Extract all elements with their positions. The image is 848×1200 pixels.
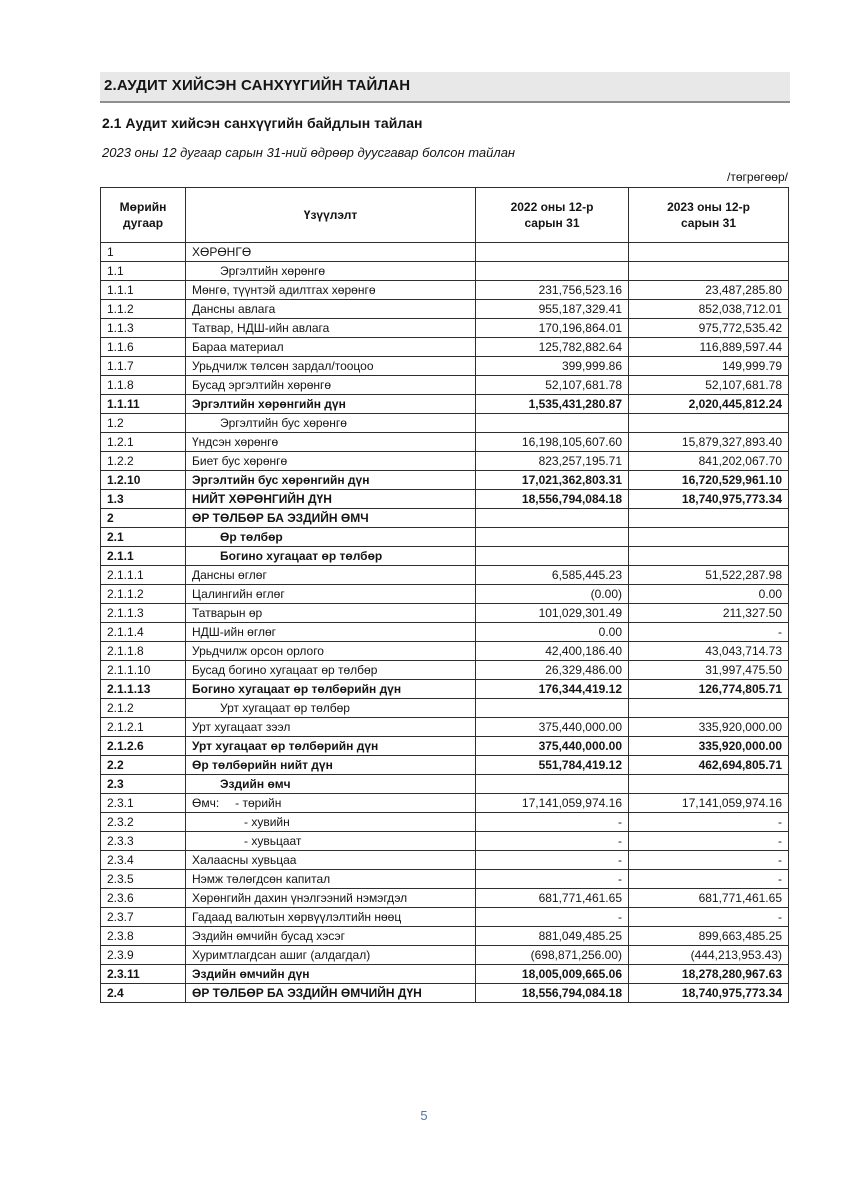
value-2022-cell <box>476 414 629 433</box>
value-2023-cell <box>629 699 789 718</box>
indicator-cell <box>186 414 476 433</box>
row-number-cell: 2.3.3 <box>101 832 186 851</box>
indicator-label: Дансны өглөг <box>192 568 267 582</box>
table-body <box>101 243 789 1003</box>
value-2022-cell: 1,535,431,280.87 <box>476 395 629 414</box>
indicator-cell <box>186 395 476 414</box>
row-number-cell: 2.1.1 <box>101 547 186 566</box>
table-row <box>101 851 789 870</box>
table-row <box>101 813 789 832</box>
indicator-cell <box>186 851 476 870</box>
indicator-cell <box>186 889 476 908</box>
table-row <box>101 243 789 262</box>
value-2023-cell: 2,020,445,812.24 <box>629 395 789 414</box>
value-2022-cell: (698,871,256.00) <box>476 946 629 965</box>
indicator-label: Хөрөнгийн дахин үнэлгээний нэмэгдэл <box>192 891 408 905</box>
indicator-cell <box>186 870 476 889</box>
value-2023-cell: 335,920,000.00 <box>629 718 789 737</box>
row-number-cell: 2.3.6 <box>101 889 186 908</box>
table-row <box>101 490 789 509</box>
indicator-label: Нэмж төлөгдсөн капитал <box>192 872 331 886</box>
indicator-cell <box>186 509 476 528</box>
table-row <box>101 528 789 547</box>
indicator-label: Үндсэн хөрөнгө <box>192 435 279 449</box>
row-number-cell: 1.1.11 <box>101 395 186 414</box>
value-2022-cell: 16,198,105,607.60 <box>476 433 629 452</box>
indicator-cell <box>186 357 476 376</box>
table-row <box>101 604 789 623</box>
table-row <box>101 718 789 737</box>
indicator-label: Татварын өр <box>192 606 263 620</box>
indicator-label: Эздийн өмч <box>220 777 291 791</box>
row-number-cell: 2.1.2.1 <box>101 718 186 737</box>
table-row <box>101 585 789 604</box>
value-2022-cell: 17,141,059,974.16 <box>476 794 629 813</box>
value-2022-cell <box>476 699 629 718</box>
value-2023-cell: 23,487,285.80 <box>629 281 789 300</box>
table-row <box>101 984 789 1003</box>
table-row <box>101 699 789 718</box>
value-2023-cell <box>629 547 789 566</box>
table-row <box>101 376 789 395</box>
value-2022-cell: 399,999.86 <box>476 357 629 376</box>
indicator-cell <box>186 585 476 604</box>
value-2022-cell: 170,196,864.01 <box>476 319 629 338</box>
value-2022-cell: (0.00) <box>476 585 629 604</box>
row-number-cell: 2.3.2 <box>101 813 186 832</box>
value-2022-cell: 18,556,794,084.18 <box>476 984 629 1003</box>
value-2023-cell: (444,213,953.43) <box>629 946 789 965</box>
value-2023-cell: 126,774,805.71 <box>629 680 789 699</box>
row-number-cell: 1.2.10 <box>101 471 186 490</box>
document-content <box>100 72 790 1003</box>
indicator-label: Бусад богино хугацаат өр төлбөр <box>192 663 378 677</box>
table-row <box>101 946 789 965</box>
row-number-cell: 1.1.1 <box>101 281 186 300</box>
table-row <box>101 566 789 585</box>
header-2023: 2023 оны 12-р сарын 31 <box>629 188 789 243</box>
indicator-label: Бусад эргэлтийн хөрөнгө <box>192 378 332 392</box>
value-2023-cell: 899,663,485.25 <box>629 927 789 946</box>
indicator-label: Дансны авлага <box>192 302 276 316</box>
indicator-label: ХӨРӨНГӨ <box>192 245 252 259</box>
table-row <box>101 319 789 338</box>
value-2022-cell: 52,107,681.78 <box>476 376 629 395</box>
indicator-label: Эргэлтийн хөрөнгө <box>220 264 326 278</box>
table-row <box>101 775 789 794</box>
indicator-cell <box>186 927 476 946</box>
indicator-cell <box>186 547 476 566</box>
row-number-cell: 1.2 <box>101 414 186 433</box>
indicator-cell <box>186 376 476 395</box>
indicator-cell <box>186 699 476 718</box>
header-row-number: Мөрийн дугаар <box>101 188 186 243</box>
value-2023-cell: 18,278,280,967.63 <box>629 965 789 984</box>
value-2022-cell: - <box>476 870 629 889</box>
indicator-label: - хувийн <box>244 815 290 829</box>
table-row <box>101 452 789 471</box>
indicator-cell <box>186 642 476 661</box>
indicator-cell <box>186 300 476 319</box>
table-row <box>101 756 789 775</box>
indicator-cell <box>186 490 476 509</box>
indicator-cell <box>186 794 476 813</box>
value-2023-cell: 52,107,681.78 <box>629 376 789 395</box>
indicator-cell <box>186 832 476 851</box>
value-2022-cell: 42,400,186.40 <box>476 642 629 661</box>
table-row <box>101 471 789 490</box>
indicator-label: ӨР ТӨЛБӨР БА ЭЗДИЙН ӨМЧ <box>192 511 369 525</box>
indicator-cell <box>186 319 476 338</box>
table-row <box>101 547 789 566</box>
table-row <box>101 889 789 908</box>
indicator-label: Урт хугацаат өр төлбөрийн дүн <box>192 739 379 753</box>
indicator-cell <box>186 566 476 585</box>
value-2022-cell: 551,784,419.12 <box>476 756 629 775</box>
indicator-cell <box>186 661 476 680</box>
indicator-cell <box>186 756 476 775</box>
row-number-cell: 2 <box>101 509 186 528</box>
table-row <box>101 832 789 851</box>
indicator-cell <box>186 262 476 281</box>
indicator-label: Бараа материал <box>192 340 284 354</box>
table-row <box>101 338 789 357</box>
value-2022-cell: 955,187,329.41 <box>476 300 629 319</box>
value-2023-cell: - <box>629 813 789 832</box>
row-number-cell: 2.4 <box>101 984 186 1003</box>
value-2023-cell: 51,522,287.98 <box>629 566 789 585</box>
indicator-label: Өр төлбөр <box>220 530 283 544</box>
value-2023-cell: - <box>629 851 789 870</box>
value-2023-cell <box>629 243 789 262</box>
value-2022-cell: 17,021,362,803.31 <box>476 471 629 490</box>
row-number-cell: 2.1.2.6 <box>101 737 186 756</box>
indicator-cell <box>186 680 476 699</box>
indicator-label: Эргэлтийн бус хөрөнгийн дүн <box>192 473 370 487</box>
row-number-cell: 2.3.5 <box>101 870 186 889</box>
currency-note: /төгрөгөөр/ <box>727 170 788 184</box>
value-2023-cell: 16,720,529,961.10 <box>629 471 789 490</box>
table-row <box>101 623 789 642</box>
value-2022-cell <box>476 775 629 794</box>
subsection-title: 2.1 Аудит хийсэн санхүүгийн байдлын тайлан <box>102 115 423 131</box>
indicator-label: Богино хугацаат өр төлбөр <box>220 549 383 563</box>
value-2023-cell: 31,997,475.50 <box>629 661 789 680</box>
table-row <box>101 395 789 414</box>
indicator-label: Өмч: <box>192 796 220 810</box>
indicator-label: Эргэлтийн бус хөрөнгө <box>220 416 347 430</box>
value-2023-cell: 211,327.50 <box>629 604 789 623</box>
value-2022-cell: - <box>476 851 629 870</box>
indicator-label: Урьдчилж төлсөн зардал/тооцоо <box>192 359 374 373</box>
value-2023-cell: 149,999.79 <box>629 357 789 376</box>
row-number-cell: 2.3.7 <box>101 908 186 927</box>
value-2022-cell: 101,029,301.49 <box>476 604 629 623</box>
indicator-cell <box>186 338 476 357</box>
row-number-cell: 2.1.1.13 <box>101 680 186 699</box>
value-2023-cell: - <box>629 623 789 642</box>
row-number-cell: 2.3.1 <box>101 794 186 813</box>
table-row <box>101 414 789 433</box>
indicator-sublabel: - төрийн <box>235 796 282 810</box>
row-number-cell: 1.2.2 <box>101 452 186 471</box>
header-2022: 2022 оны 12-р сарын 31 <box>476 188 629 243</box>
value-2023-cell <box>629 262 789 281</box>
row-number-cell: 2.3 <box>101 775 186 794</box>
indicator-label: Эздийн өмчийн дүн <box>192 967 310 981</box>
indicator-cell <box>186 471 476 490</box>
indicator-cell <box>186 718 476 737</box>
value-2023-cell: 335,920,000.00 <box>629 737 789 756</box>
indicator-cell <box>186 243 476 262</box>
value-2022-cell: 231,756,523.16 <box>476 281 629 300</box>
value-2022-cell <box>476 243 629 262</box>
indicator-cell <box>186 737 476 756</box>
value-2022-cell: - <box>476 832 629 851</box>
value-2023-cell: 18,740,975,773.34 <box>629 984 789 1003</box>
row-number-cell: 2.1.1.8 <box>101 642 186 661</box>
value-2023-cell: 975,772,535.42 <box>629 319 789 338</box>
row-number-cell: 1.2.1 <box>101 433 186 452</box>
value-2022-cell: 0.00 <box>476 623 629 642</box>
value-2022-cell: - <box>476 908 629 927</box>
indicator-label: Урт хугацаат өр төлбөр <box>220 701 350 715</box>
table-row <box>101 357 789 376</box>
indicator-label: ӨР ТӨЛБӨР БА ЭЗДИЙН ӨМЧИЙН ДҮН <box>192 986 422 1000</box>
table-row <box>101 794 789 813</box>
value-2023-cell: 116,889,597.44 <box>629 338 789 357</box>
table-row <box>101 737 789 756</box>
indicator-cell <box>186 946 476 965</box>
table-row <box>101 433 789 452</box>
table-row <box>101 908 789 927</box>
indicator-label: Эргэлтийн хөрөнгийн дүн <box>192 397 346 411</box>
table-header-row <box>101 188 789 243</box>
row-number-cell: 2.1.1.4 <box>101 623 186 642</box>
row-number-cell: 2.2 <box>101 756 186 775</box>
value-2022-cell: 26,329,486.00 <box>476 661 629 680</box>
page-number: 5 <box>420 1108 428 1123</box>
row-number-cell: 2.1.1.2 <box>101 585 186 604</box>
row-number-cell: 1.3 <box>101 490 186 509</box>
row-number-cell: 1.1.2 <box>101 300 186 319</box>
indicator-cell <box>186 984 476 1003</box>
value-2023-cell: 852,038,712.01 <box>629 300 789 319</box>
table-row <box>101 281 789 300</box>
row-number-cell: 2.1.2 <box>101 699 186 718</box>
indicator-cell <box>186 452 476 471</box>
indicator-cell <box>186 433 476 452</box>
row-number-cell: 1.1.7 <box>101 357 186 376</box>
financial-statement-table <box>100 187 789 1003</box>
table-row <box>101 300 789 319</box>
table-row <box>101 509 789 528</box>
value-2023-cell: 462,694,805.71 <box>629 756 789 775</box>
indicator-cell <box>186 813 476 832</box>
value-2023-cell: 18,740,975,773.34 <box>629 490 789 509</box>
indicator-cell <box>186 623 476 642</box>
value-2022-cell <box>476 509 629 528</box>
row-number-cell: 2.3.4 <box>101 851 186 870</box>
indicator-label: Биет бус хөрөнгө <box>192 454 288 468</box>
indicator-label: Хуримтлагдсан ашиг (алдагдал) <box>192 948 371 962</box>
value-2022-cell: 6,585,445.23 <box>476 566 629 585</box>
row-number-cell: 1.1 <box>101 262 186 281</box>
value-2023-cell: - <box>629 832 789 851</box>
indicator-label: НДШ-ийн өглөг <box>192 625 276 639</box>
indicator-label: Урт хугацаат зээл <box>192 720 291 734</box>
value-2023-cell: 17,141,059,974.16 <box>629 794 789 813</box>
value-2023-cell: 841,202,067.70 <box>629 452 789 471</box>
value-2022-cell: 18,556,794,084.18 <box>476 490 629 509</box>
value-2022-cell: 18,005,009,665.06 <box>476 965 629 984</box>
row-number-cell: 2.3.9 <box>101 946 186 965</box>
table-row <box>101 661 789 680</box>
value-2023-cell: 15,879,327,893.40 <box>629 433 789 452</box>
indicator-label: Гадаад валютын хөрвүүлэлтийн нөөц <box>192 910 402 924</box>
indicator-cell <box>186 528 476 547</box>
value-2022-cell: 176,344,419.12 <box>476 680 629 699</box>
value-2022-cell <box>476 262 629 281</box>
indicator-label: Мөнгө, түүнтэй адилтгах хөрөнгө <box>192 283 376 297</box>
value-2023-cell <box>629 414 789 433</box>
value-2022-cell: 881,049,485.25 <box>476 927 629 946</box>
indicator-label: Өр төлбөрийн нийт дүн <box>192 758 333 772</box>
table-row <box>101 680 789 699</box>
value-2022-cell: 375,440,000.00 <box>476 737 629 756</box>
value-2022-cell: 125,782,882.64 <box>476 338 629 357</box>
value-2023-cell: - <box>629 870 789 889</box>
value-2022-cell: 681,771,461.65 <box>476 889 629 908</box>
value-2023-cell: - <box>629 908 789 927</box>
table-row <box>101 262 789 281</box>
table-row <box>101 870 789 889</box>
indicator-cell <box>186 965 476 984</box>
value-2023-cell <box>629 775 789 794</box>
row-number-cell: 2.1.1.1 <box>101 566 186 585</box>
indicator-label: НИЙТ ХӨРӨНГИЙН ДҮН <box>192 492 332 506</box>
indicator-cell <box>186 908 476 927</box>
value-2022-cell: 823,257,195.71 <box>476 452 629 471</box>
indicator-cell <box>186 604 476 623</box>
indicator-cell <box>186 281 476 300</box>
value-2023-cell <box>629 528 789 547</box>
table-row <box>101 965 789 984</box>
row-number-cell: 2.1.1.10 <box>101 661 186 680</box>
value-2023-cell: 0.00 <box>629 585 789 604</box>
row-number-cell: 2.1.1.3 <box>101 604 186 623</box>
table-row <box>101 642 789 661</box>
table-row <box>101 927 789 946</box>
period-note: 2023 оны 12 дугаар сарын 31-ний өдрөөр дуусгавар болсон тайлан <box>102 145 516 160</box>
indicator-cell <box>186 775 476 794</box>
row-number-cell: 2.1 <box>101 528 186 547</box>
row-number-cell: 1 <box>101 243 186 262</box>
header-indicator: Үзүүлэлт <box>186 188 476 243</box>
value-2023-cell <box>629 509 789 528</box>
indicator-label: Богино хугацаат өр төлбөрийн дүн <box>192 682 402 696</box>
value-2022-cell <box>476 528 629 547</box>
indicator-label: Урьдчилж орсон орлого <box>192 644 324 658</box>
row-number-cell: 1.1.3 <box>101 319 186 338</box>
value-2023-cell: 43,043,714.73 <box>629 642 789 661</box>
indicator-label: Татвар, НДШ-ийн авлага <box>192 321 330 335</box>
value-2023-cell: 681,771,461.65 <box>629 889 789 908</box>
row-number-cell: 2.3.8 <box>101 927 186 946</box>
row-number-cell: 1.1.8 <box>101 376 186 395</box>
indicator-label: Цалингийн өглөг <box>192 587 285 601</box>
value-2022-cell: - <box>476 813 629 832</box>
indicator-label: Эздийн өмчийн бусад хэсэг <box>192 929 346 943</box>
indicator-label: - хувьцаат <box>244 834 302 848</box>
section-title: 2.АУДИТ ХИЙСЭН САНХҮҮГИЙН ТАЙЛАН <box>100 72 790 103</box>
value-2022-cell <box>476 547 629 566</box>
row-number-cell: 1.1.6 <box>101 338 186 357</box>
indicator-label: Халаасны хувьцаа <box>192 853 297 867</box>
value-2022-cell: 375,440,000.00 <box>476 718 629 737</box>
row-number-cell: 2.3.11 <box>101 965 186 984</box>
